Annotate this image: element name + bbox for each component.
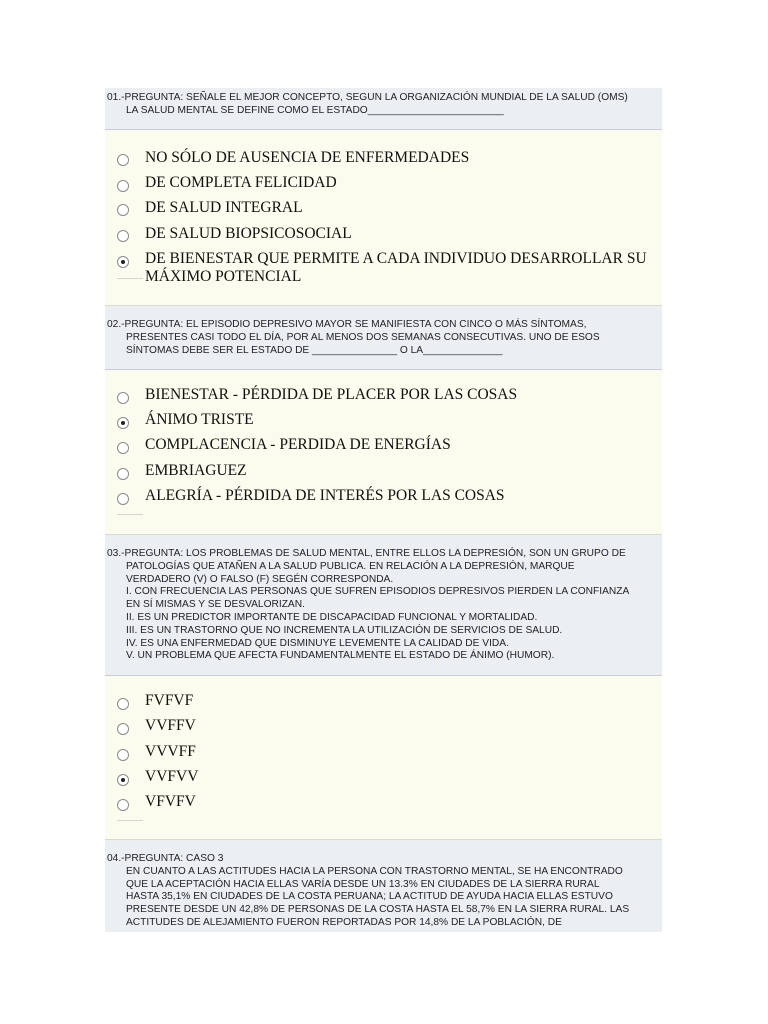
answer-option[interactable] [105, 386, 662, 411]
answer-option[interactable] [105, 199, 662, 225]
answer-option[interactable] [105, 692, 662, 717]
option-label: DE SALUD INTEGRAL [145, 199, 303, 216]
radio-button[interactable] [117, 698, 129, 710]
answer-option[interactable] [105, 487, 662, 517]
radio-button[interactable] [117, 493, 129, 505]
question-text-line: 02.-PREGUNTA: EL EPISODIO DEPRESIVO MAYOR SE MANIFIESTA CON CINCO O MÁS SÍNTOMAS, [107, 319, 587, 330]
question-text-line: EN SÍ MISMAS Y SE DESVALORIZAN. [126, 599, 305, 611]
question-header [105, 840, 662, 932]
question-text-line: I. CON FRECUENCIA LAS PERSONAS QUE SUFREN EPISODIOS DEPRESIVOS PIERDEN LA CONFIANZA [126, 586, 630, 598]
question-text-line: HASTA 35,1% EN CIUDADES DE LA COSTA PERUANA; LA ACTITUD DE AYUDA HACIA ELLAS ESTUVO [126, 891, 613, 903]
answer-option[interactable] [105, 174, 662, 199]
radio-button[interactable] [117, 442, 129, 454]
radio-button[interactable] [117, 392, 129, 404]
option-label: NO SÓLO DE AUSENCIA DE ENFERMEDADES [145, 149, 470, 166]
radio-button[interactable] [117, 749, 129, 761]
question-text-line: 03.-PREGUNTA: LOS PROBLEMAS DE SALUD MENTAL, ENTRE ELLOS LA DEPRESIÓN, SON UN GRUPO DE [107, 548, 626, 559]
answer-option[interactable] [105, 250, 662, 294]
divider [117, 514, 143, 515]
answer-option[interactable] [105, 717, 662, 743]
quiz-page [105, 88, 662, 932]
question-text-line: VERDADERO (V) O FALSO (F) SEGÉN CORRESPONDA. [126, 573, 394, 585]
answer-option[interactable] [105, 225, 662, 250]
answer-option[interactable] [105, 462, 662, 487]
question-text-line: PATOLOGÍAS QUE ATAÑEN A LA SALUD PUBLICA. EN RELACIÓN A LA DEPRESIÓN, MARQUE [126, 560, 575, 572]
option-label: BIENESTAR - PÉRDIDA DE PLACER POR LAS COSAS [145, 386, 518, 403]
question-text-line: ACTITUDES DE ALEJAMIENTO FUERON REPORTADAS POR 14,8% DE LA POBLACIÓN, DE [126, 916, 562, 928]
question-text-line: V. UN PROBLEMA QUE AFECTA FUNDAMENTALMENTE EL ESTADO DE ÁNIMO (HUMOR). [126, 650, 555, 662]
question-header [105, 535, 662, 676]
question-2 [105, 306, 662, 535]
answer-options [105, 676, 662, 840]
option-label: DE COMPLETA FELICIDAD [145, 174, 337, 191]
option-label: EMBRIAGUEZ [145, 462, 247, 479]
answer-option[interactable] [105, 411, 662, 436]
divider [117, 820, 143, 821]
question-text-line: IV. ES UNA ENFERMEDAD QUE DISMINUYE LEVEMENTE LA CALIDAD DE VIDA. [126, 637, 509, 649]
question-4 [105, 840, 662, 932]
option-label: DE SALUD BIOPSICOSOCIAL [145, 225, 352, 242]
question-text-line: III. ES UN TRASTORNO QUE NO INCREMENTA LA UTILIZACIÓN DE SERVICIOS DE SALUD. [126, 624, 563, 636]
radio-button-selected[interactable] [117, 417, 129, 429]
option-label: ÁNIMO TRISTE [145, 411, 254, 428]
option-label: COMPLACENCIA - PERDIDA DE ENERGÍAS [145, 436, 451, 453]
question-text-line: QUE LA ACEPTACIÓN HACIA ELLAS VARÍA DESDE UN 13.3% EN CIUDADES DE LA SIERRA RURAL [126, 878, 600, 890]
answer-option[interactable] [105, 436, 662, 462]
question-text-line: LA SALUD MENTAL SE DEFINE COMO EL ESTADO________________________ [126, 104, 504, 116]
option-label: VFVFV [145, 793, 196, 810]
radio-button[interactable] [117, 468, 129, 480]
question-header [105, 306, 662, 370]
option-label: VVVFF [145, 743, 196, 760]
option-label: FVFVF [145, 692, 194, 709]
radio-button[interactable] [117, 154, 129, 166]
option-label: VVFVV [145, 768, 199, 785]
question-header [105, 88, 662, 130]
radio-button[interactable] [117, 723, 129, 735]
question-text-line: PRESENTE DESDE UN 42,8% DE PERSONAS DE LA COSTA HASTA EL 58,7% EN LA SIERRA RURAL. LAS [126, 904, 630, 916]
option-label: DE BIENESTAR QUE PERMITE A CADA INDIVIDUO DESARROLLAR SU MÁXIMO POTENCIAL [145, 250, 647, 285]
radio-button-selected[interactable] [117, 256, 129, 268]
question-text-line: II. ES UN PREDICTOR IMPORTANTE DE DISCAPACIDAD FUNCIONAL Y MORTALIDAD. [126, 611, 538, 623]
answer-option[interactable] [105, 768, 662, 793]
answer-option[interactable] [105, 149, 662, 174]
question-text-line: EN CUANTO A LAS ACTITUDES HACIA LA PERSONA CON TRASTORNO MENTAL, SE HA ENCONTRADO [126, 865, 623, 877]
question-3 [105, 535, 662, 840]
option-label: VVFFV [145, 717, 196, 734]
radio-button[interactable] [117, 799, 129, 811]
answer-option[interactable] [105, 743, 662, 768]
option-label: ALEGRÍA - PÉRDIDA DE INTERÉS POR LAS COSAS [145, 487, 505, 504]
divider [117, 278, 143, 279]
question-text-line: 01.-PREGUNTA: SEÑALE EL MEJOR CONCEPTO, SEGUN LA ORGANIZACIÓN MUNDIAL DE LA SALUD (OMS) [107, 92, 628, 103]
question-text-line: PRESENTES CASI TODO EL DÍA, POR AL MENOS DOS SEMANAS CONSECUTIVAS. UNO DE ESOS [126, 331, 600, 343]
answer-options [105, 130, 662, 306]
radio-button[interactable] [117, 180, 129, 192]
question-1 [105, 88, 662, 306]
question-text-line: SÍNTOMAS DEBE SER EL ESTADO DE _______________ O LA______________ [126, 344, 503, 356]
radio-button[interactable] [117, 230, 129, 242]
answer-option[interactable] [105, 793, 662, 823]
answer-options [105, 370, 662, 535]
radio-button-selected[interactable] [117, 774, 129, 786]
radio-button[interactable] [117, 204, 129, 216]
question-text-line: 04.-PREGUNTA: CASO 3 [107, 853, 224, 864]
